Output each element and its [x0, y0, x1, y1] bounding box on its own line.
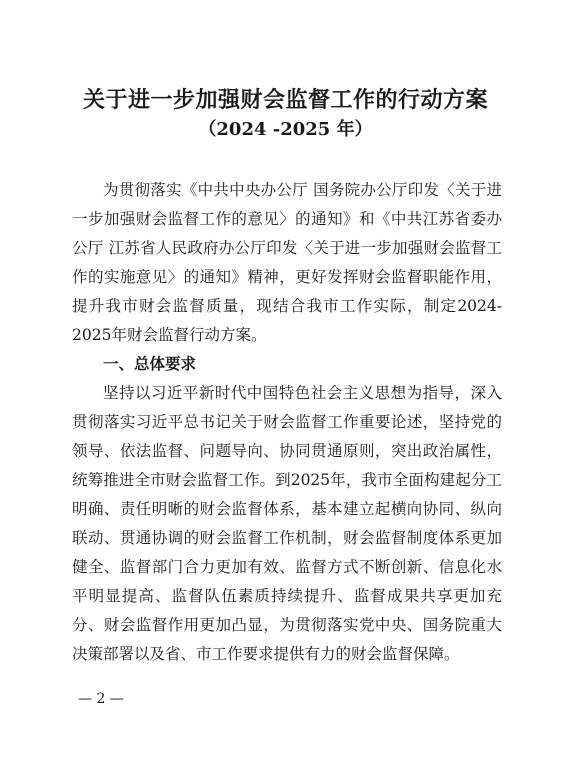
document-subtitle: （2024 -2025 年）: [198, 119, 373, 140]
section-heading: 一、总体要求: [103, 355, 197, 373]
body-paragraph: 坚持以习近平新时代中国特色社会主义思想为指导，深入贯彻落实习近平总书记关于财会监督工作重要论述，坚持党的领导、依法监督、问题导向、协同贯通原则，突出政治属性，统筹推进全市财会监督工作。到2025年，我市全面构建起分工明确、责任明晰的财会监督体系，基本建立起横向协同、纵向联动、贯通协调的财会监督工作机制，财会监督制度体系更加健全、监督部门合力更加有效、监督方式不断创新、信息化水平明显提高、监督队伍素质持续提升、监督成果共享更加充分、财会监督作用更加凸显，为贯彻落实党中央、国务院重大决策部署以及省、市工作要求提供有力的财会监督保障。: [72, 384, 502, 663]
page-number: — 2 —: [78, 691, 124, 707]
intro-paragraph: 为贯彻落实《中共中央办公厅 国务院办公厅印发〈关于进一步加强财会监督工作的意见〉的通知》和《中共江苏省委办公厅 江苏省人民政府办公厅印发〈关于进一步加强财会监督工作的实施意见〉的通知》精神，更好发挥财会监督职能作用，提升我市财会监督质量，现结合我市工作实际，制定2024-2025年财会监督行动方案。: [72, 181, 502, 344]
document-title: 关于进一步加强财会监督工作的行动方案: [82, 87, 488, 113]
